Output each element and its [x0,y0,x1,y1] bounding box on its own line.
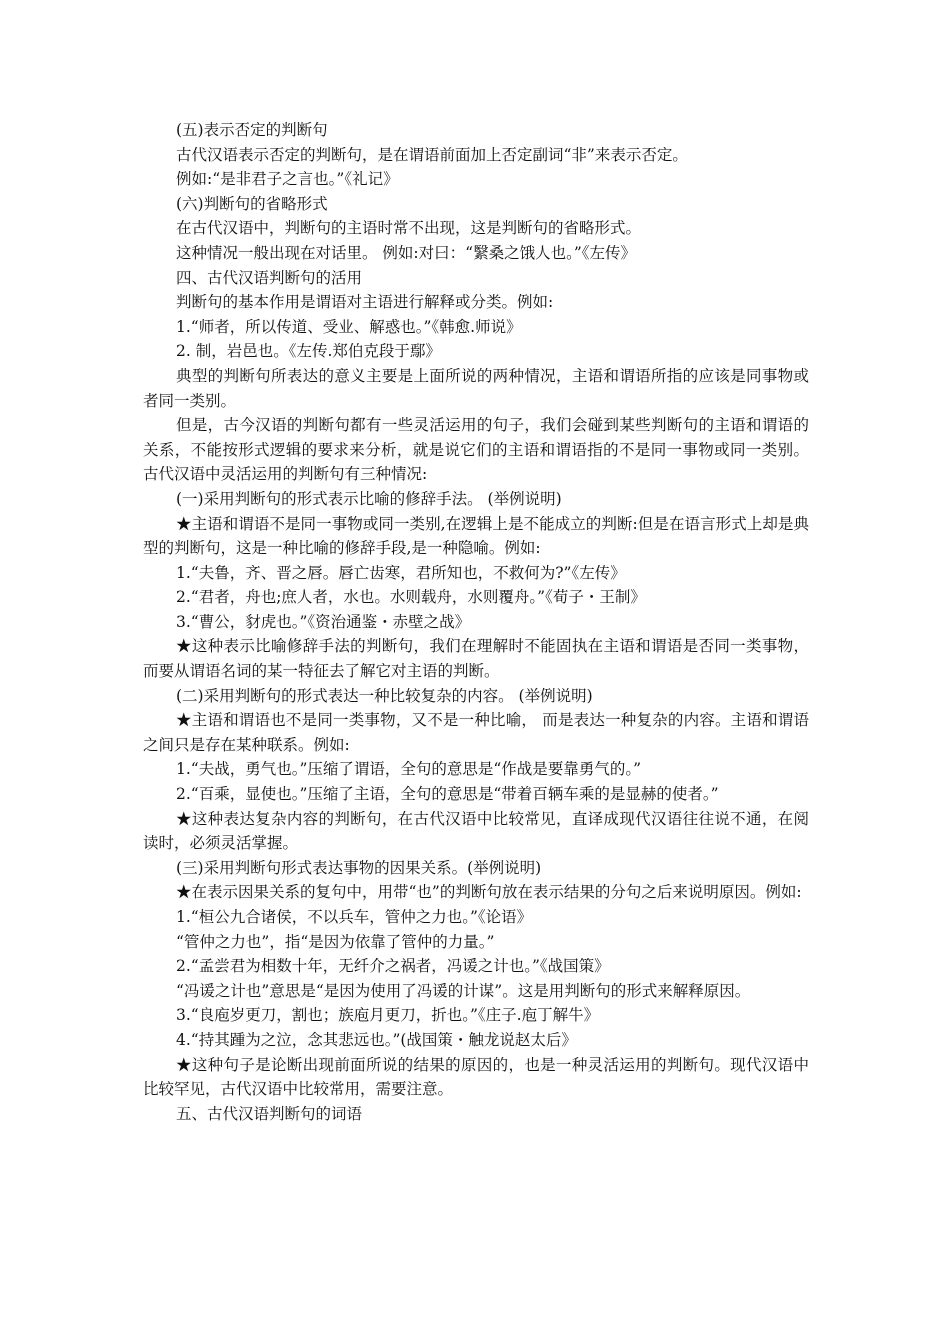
subsection-heading-complex-content: (二)采用判断句的形式表达一种比较复杂的内容。 (举例说明) [176,686,593,705]
star-paragraph: ★主语和谓语也不是同一类事物，又不是一种比喻， 而是表达一种复杂的内容。主语和谓语之间只是存在某种联系。例如: [143,711,809,754]
example-line: 1.“夫鲁，齐、晋之唇。唇亡齿寒，君所知也，不救何为?”《左传》 [176,563,626,582]
star-paragraph: ★在表示因果关系的复句中，用带“也”的判断句放在表示结果的分句之后来说明原因。例如: [176,883,802,902]
explanation-paragraph: “冯谖之计也”意思是“是因为使用了冯谖的计谋”。这是用判断句的形式来解释原因。 [176,981,751,1000]
paragraph-line: 古代汉语表示否定的判断句，是在谓语前面加上否定副词“非”来表示否定。 [176,145,688,164]
section-heading-words: 五、古代汉语判断句的词语 [176,1104,363,1123]
example-line: 2. 制，岩邑也。《左传.郑伯克段于鄢》 [176,342,441,361]
paragraph: 但是，古今汉语的判断句都有一些灵活运用的句子，我们会碰到某些判断句的主语和谓语的关系，不能按形式逻辑的要求来分析，就是说它们的主语和谓语指的不是同一事物或同一类别。古代汉语中灵活运用的判断句有三种情况: [143,416,809,484]
star-paragraph: ★这种表示比喻修辞手法的判断句，我们在理解时不能固执在主语和谓语是否同一类事物，而要从谓语名词的某一特征去了解它对主语的判断。 [143,637,809,681]
example-line: 例如:“是非君子之言也。”《礼记》 [176,170,399,189]
example-paragraph: 2.“百乘，显使也。”压缩了主语，全句的意思是“带着百辆车乘的是显赫的使者。” [176,785,719,804]
paragraph-line: 这种情况一般出现在对话里。 例如:对曰：“繄桑之饿人也。”《左传》 [176,243,636,262]
example-line: 1.“夫战，勇气也。”压缩了谓语，全句的意思是“作战是要靠勇气的。” [176,760,641,779]
explanation-line: “管仲之力也”，指“是因为依靠了管仲的力量。” [176,932,495,951]
section-heading-negation: (五)表示否定的判断句 [176,121,328,139]
paragraph: 典型的判断句所表达的意义主要是上面所说的两种情况，主语和谓语所指的应该是同事物或者同一类别。 [143,366,809,410]
example-line: 1.“桓公九合诸侯，不以兵车，管仲之力也。”《论语》 [176,908,533,926]
section-heading-omission: (六)判断句的省略形式 [176,194,328,213]
star-paragraph: ★这种句子是论断出现前面所说的结果的原因的，也是一种灵活运用的判断句。现代汉语中比较罕见，古代汉语中比较常用，需要注意。 [143,1055,809,1099]
paragraph-line: 判断句的基本作用是谓语对主语进行解释或分类。例如: [176,293,554,312]
example-line: 1.“师者，所以传道、受业、解惑也。”《韩愈.师说》 [176,317,522,336]
subsection-heading-causal: (三)采用判断句形式表达事物的因果关系。(举例说明) [176,858,542,877]
document-page [143,118,809,1126]
example-line: 2.“孟尝君为相数十年，无纤介之祸者，冯谖之计也。”《战国策》 [176,957,610,976]
example-line: 3.“良庖岁更刀，割也；族庖月更刀，折也。”《庄子.庖丁解牛》 [176,1006,600,1025]
example-line: 3.“曹公，豺虎也。”《资治通鉴・赤壁之战》 [176,612,471,631]
example-line: 4.“持其踵为之泣，念其悲远也。”(战国策・触龙说赵太后》 [176,1030,577,1049]
star-paragraph: ★主语和谓语不是同一事物或同一类别,在逻辑上是不能成立的判断:但是在语言形式上却是典型的判断句，这是一种比喻的修辞手段,是一种隐喻。例如: [143,514,809,558]
star-paragraph: ★这种表达复杂内容的判断句，在古代汉语中比较常见，直译成现代汉语往往说不通，在阅读时，必须灵活掌握。 [143,809,809,853]
example-line: 2.“君者，舟也;庶人者，水也。水则载舟，水则覆舟。”《荀子・王制》 [176,588,646,607]
subsection-heading-metaphor: (一)采用判断句的形式表示比喻的修辞手法。 (举例说明) [176,489,562,508]
section-heading-flexible-use: 四、古代汉语判断句的活用 [176,268,363,287]
paragraph-line: 在古代汉语中，判断句的主语时常不出现，这是判断句的省略形式。 [176,219,642,238]
